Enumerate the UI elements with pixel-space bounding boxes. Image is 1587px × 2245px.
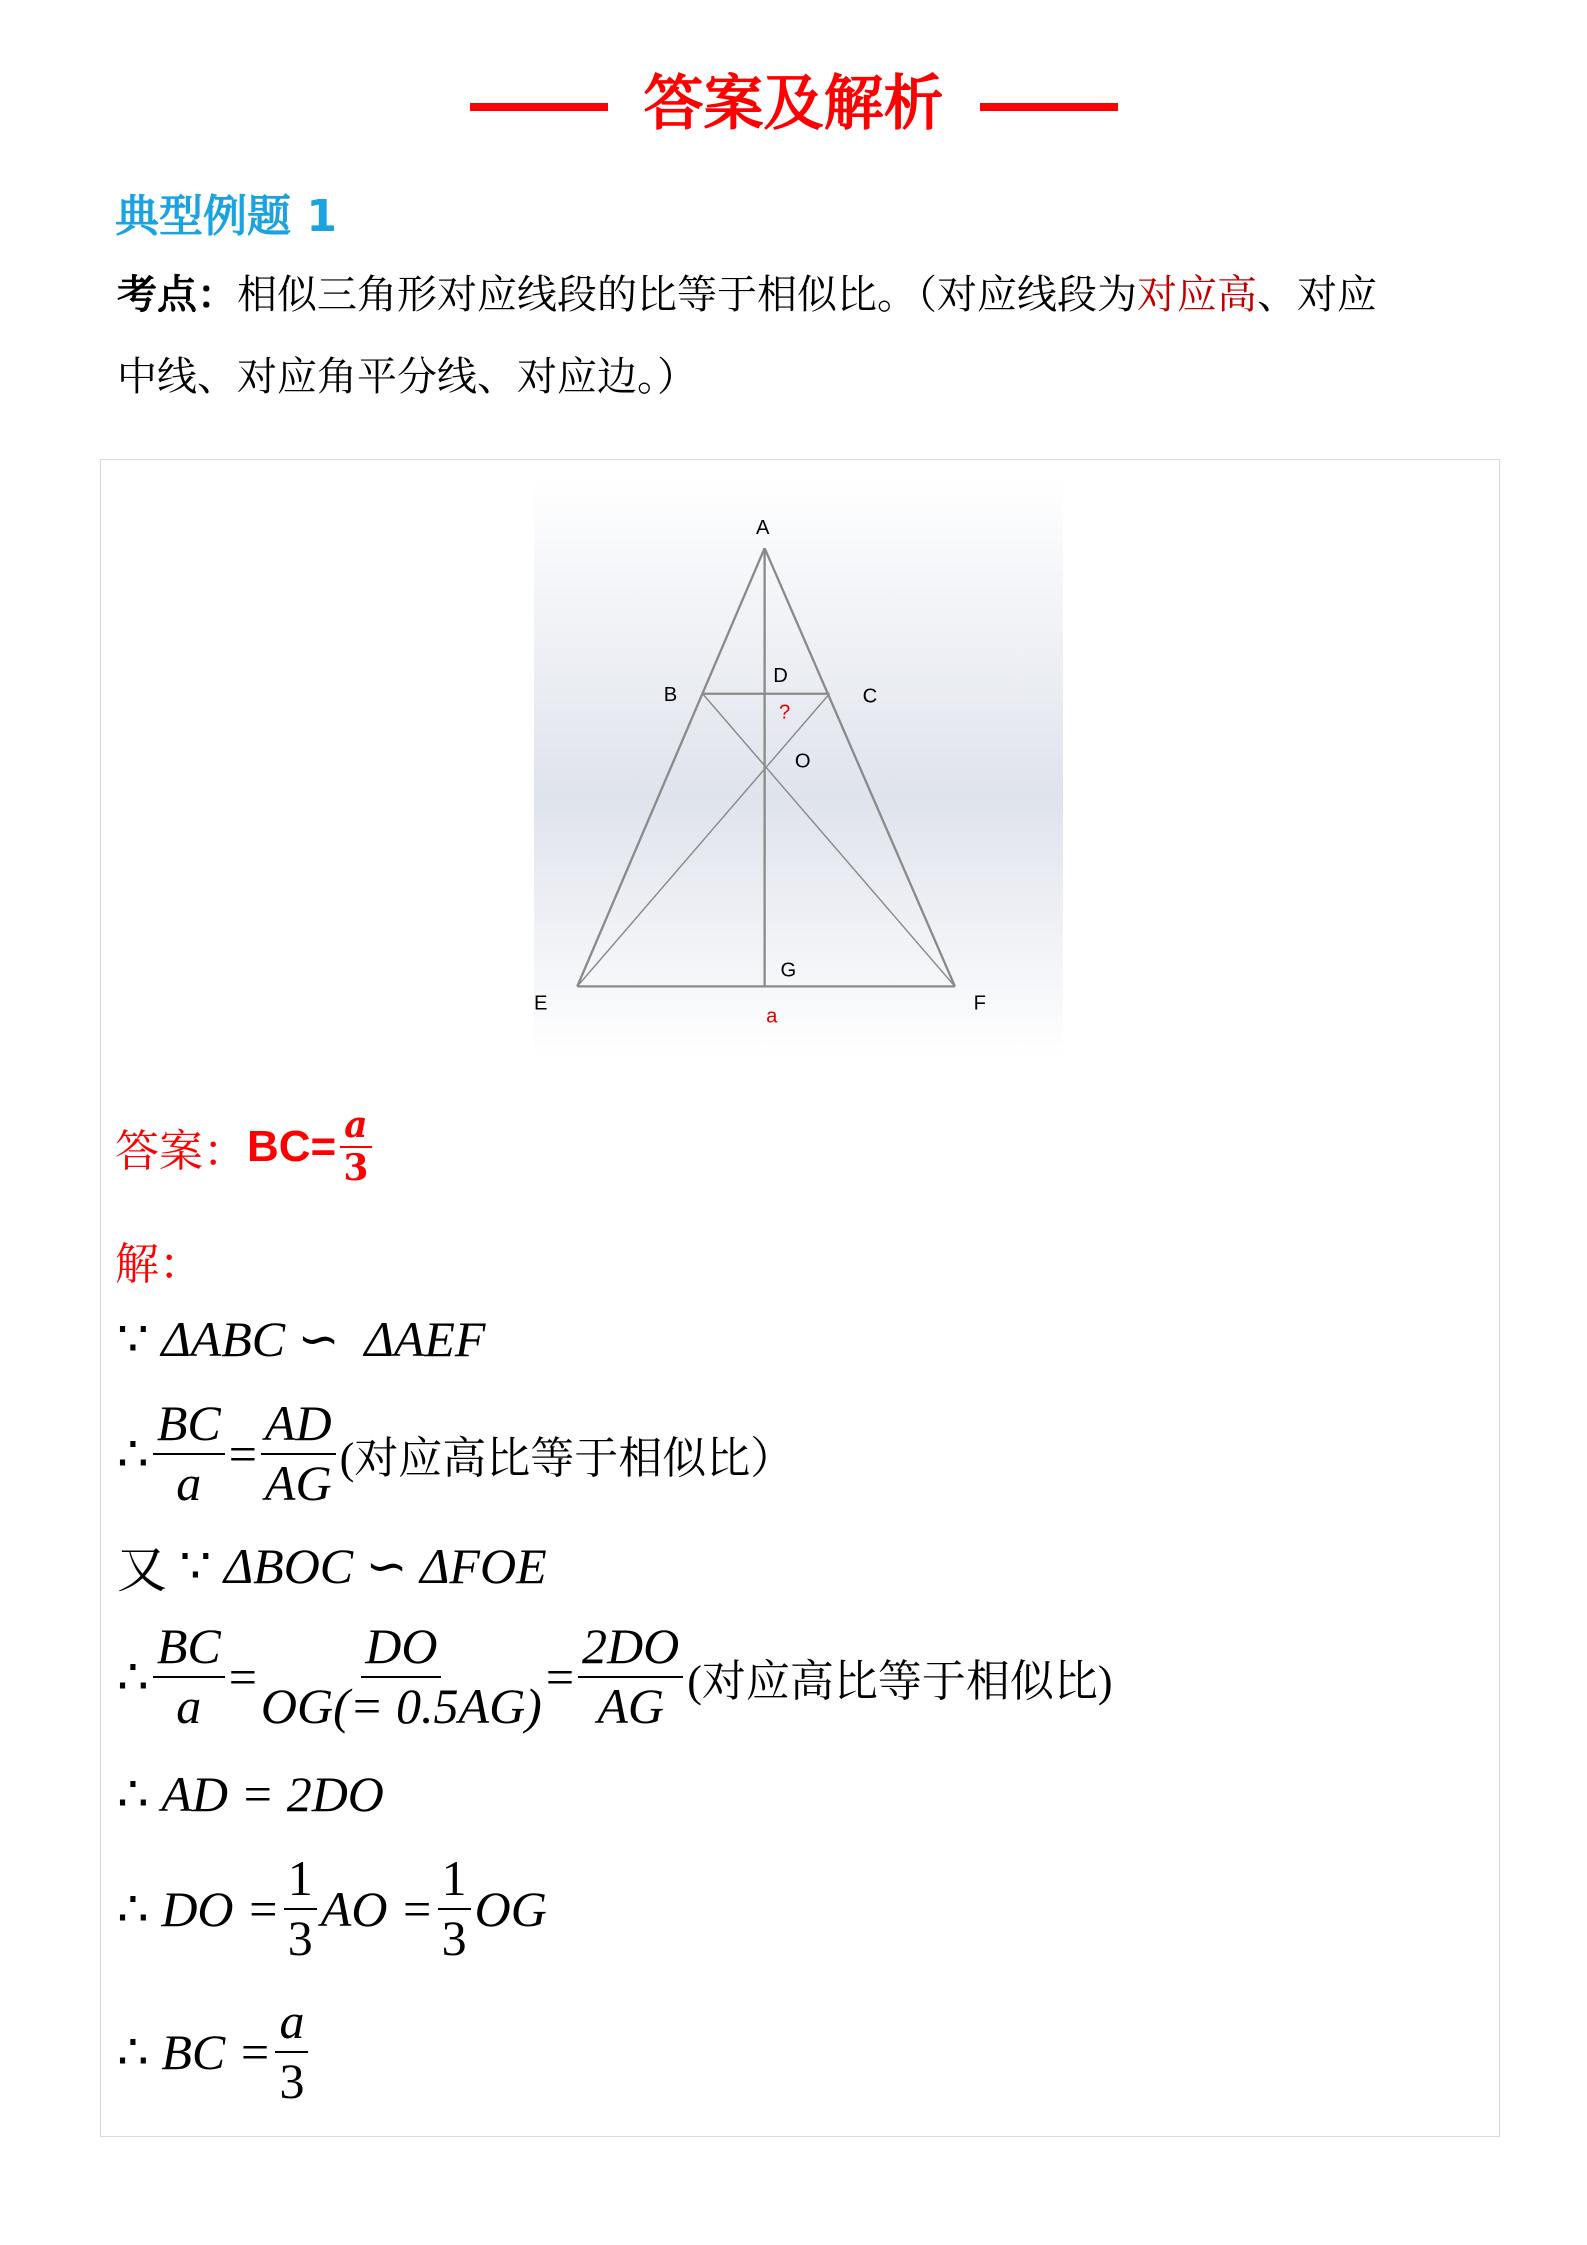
page-title <box>0 62 1587 146</box>
solution-line-6 <box>117 1850 547 1967</box>
fraction <box>275 1993 308 2110</box>
answer-numerator: a <box>340 1105 371 1148</box>
solution-line-1 <box>117 1310 485 1368</box>
label-a: a <box>766 1005 778 1028</box>
title-dash-left <box>470 103 608 111</box>
title-dash-right <box>980 103 1118 111</box>
therefore-symbol: ∴ <box>117 1425 149 1482</box>
denominator: 3 <box>441 1909 467 1966</box>
triangle-aef: ΔAEF <box>364 1311 486 1367</box>
denominator: AG <box>597 1677 664 1734</box>
answer-label: 答案： <box>115 1126 247 1178</box>
solution-line-7 <box>117 1993 312 2110</box>
expr-part: DO = <box>161 1880 280 1937</box>
numerator: 1 <box>438 1850 471 1910</box>
numerator: 1 <box>284 1850 317 1910</box>
key-point-line-2: 中线、对应角平分线、对应边。） <box>117 354 697 400</box>
triangle-boc: ΔBOC <box>223 1538 354 1594</box>
key-point-line-1 <box>117 263 1377 320</box>
denominator: a <box>176 1677 202 1734</box>
triangle-foe: ΔFOE <box>420 1538 547 1594</box>
answer-expr: BC= <box>247 1122 337 1172</box>
numerator: AD <box>261 1395 336 1455</box>
label-G: G <box>780 959 797 982</box>
therefore-symbol: ∴ <box>117 2023 149 2080</box>
numerator: BC <box>153 1395 225 1455</box>
therefore-symbol: ∴ <box>117 1766 149 1822</box>
because-symbol: ∵ <box>117 1311 149 1367</box>
label-A: A <box>755 516 770 539</box>
also-text: 又 <box>117 1542 167 1598</box>
fraction <box>438 1850 471 1967</box>
answer-denominator: 3 <box>343 1147 369 1190</box>
similar-symbol: ∽ <box>297 1311 340 1367</box>
label-B: B <box>663 683 678 706</box>
key-point-text-2: 、对应 <box>1257 272 1377 318</box>
note: (对应高比等于相似比) <box>687 1656 1113 1706</box>
fraction <box>578 1618 683 1735</box>
triangle-abc: ΔABC <box>161 1311 286 1367</box>
solution-line-3 <box>117 1530 547 1602</box>
therefore-symbol: ∴ <box>117 1880 149 1937</box>
fraction <box>261 1395 336 1512</box>
numerator: BC <box>153 1618 225 1678</box>
numerator: 2DO <box>578 1618 683 1678</box>
denominator: 3 <box>287 1909 313 1966</box>
answer <box>115 1105 376 1190</box>
fraction <box>284 1850 317 1967</box>
equation: AD = 2DO <box>161 1766 384 1822</box>
because-symbol: ∵ <box>179 1538 212 1594</box>
denominator: OG(= 0.5AG) <box>260 1677 542 1734</box>
label-O: O <box>794 750 811 773</box>
solution-line-5 <box>117 1765 384 1823</box>
title-text: 答案及解析 <box>643 69 944 139</box>
solution-label: 解： <box>115 1239 203 1290</box>
triangle-figure <box>534 476 1063 1060</box>
denominator: 3 <box>279 2052 305 2109</box>
denominator: AG <box>264 1454 332 1511</box>
label-C: C <box>862 685 878 708</box>
fraction <box>153 1618 225 1735</box>
note: (对应高比等于相似比） <box>339 1433 795 1483</box>
equals: = <box>228 1648 257 1705</box>
fraction <box>153 1395 225 1512</box>
solution-line-4 <box>117 1618 1113 1735</box>
numerator: DO <box>361 1618 441 1678</box>
numerator: a <box>275 1993 308 2053</box>
key-point-label: 考点： <box>117 271 237 318</box>
label-question: ? <box>779 701 791 724</box>
example-heading: 典型例题 1 <box>115 191 337 242</box>
equals: = <box>228 1425 257 1482</box>
therefore-symbol: ∴ <box>117 1648 149 1705</box>
label-F: F <box>973 992 986 1015</box>
label-D: D <box>773 665 788 688</box>
solution-line-2 <box>117 1395 794 1512</box>
key-point-text: 相似三角形对应线段的比等于相似比。（对应线段为 <box>237 272 1137 318</box>
label-E: E <box>534 992 548 1015</box>
equals: = <box>545 1648 575 1705</box>
key-point-highlight: 对应高 <box>1137 272 1257 318</box>
denominator: a <box>176 1454 202 1511</box>
similar-symbol: ∽ <box>365 1538 408 1594</box>
expr-part: AO = <box>320 1880 434 1937</box>
answer-fraction <box>340 1105 371 1190</box>
expr-part: OG <box>474 1880 547 1937</box>
fraction <box>261 1618 542 1735</box>
expr-part: BC = <box>161 2023 272 2080</box>
